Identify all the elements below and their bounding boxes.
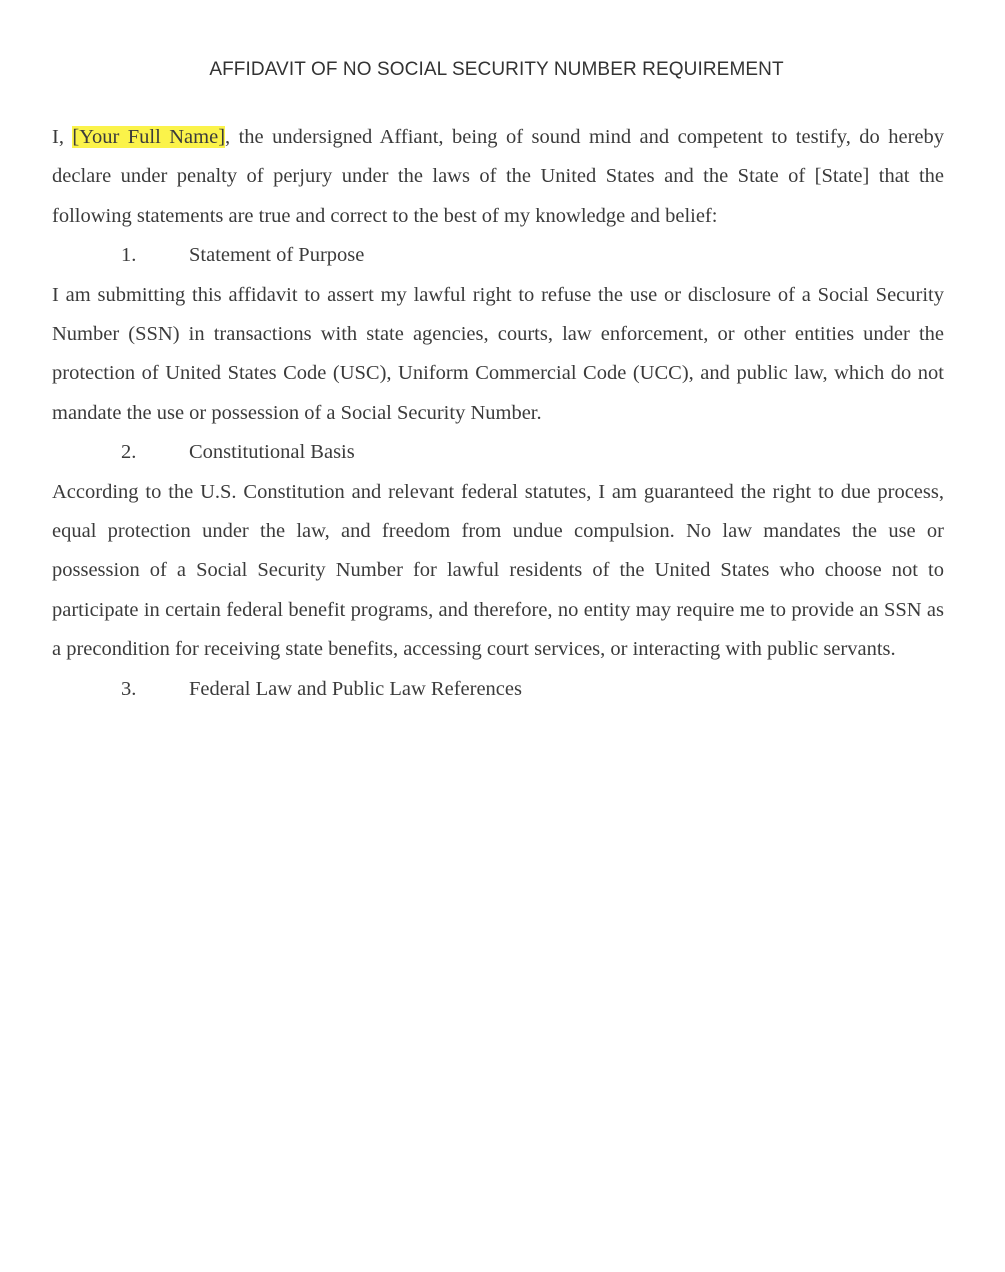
section-heading-text: Statement of Purpose — [189, 244, 365, 267]
intro-prefix: I, — [52, 126, 73, 148]
section-paragraph-2: According to the U.S. Constitution and relevant federal statutes, I am guaranteed the right to due process, equal protection under the law, and freedom from undue compulsion. No law mandates the use or possession of a Social Security Number for lawful residents of the United States who choose not to participate in certain federal benefit programs, and therefore, no entity may require me to provide an SSN as a precondition for receiving state benefits, accessing court services, or interacting with public servants. — [52, 480, 944, 661]
section-heading-text: Constitutional Basis — [189, 441, 355, 464]
section-heading-text: Federal Law and Public Law References — [189, 677, 522, 700]
highlighted-name-placeholder: [Your Full Name] — [72, 126, 226, 148]
section-heading-1 — [52, 236, 944, 275]
section-heading-3 — [52, 670, 944, 709]
section-number: 1. — [121, 244, 137, 267]
document-title: AFFIDAVIT OF NO SOCIAL SECURITY NUMBER REQUIREMENT — [209, 59, 784, 80]
section-number: 2. — [121, 441, 137, 464]
section-paragraph-1: I am submitting this affidavit to assert my lawful right to refuse the use or disclosure of a Social Security Number (SSN) in transactions with state agencies, courts, law enforcement, or other entities under the protection of United States Code (USC), Uniform Commercial Code (UCC), and public law, which do not mandate the use or possession of a Social Security Number. — [52, 283, 944, 424]
section-heading-2 — [52, 433, 944, 472]
document-body — [52, 118, 944, 709]
intro-text: , the undersigned Affiant, being of sound mind and competent to testify, do hereby declare under penalty of perjury under the laws of the United States and the State of [State] that the following statements are true and correct to the best of my knowledge and belief: — [52, 126, 944, 227]
section-number: 3. — [121, 677, 137, 700]
intro-paragraph — [52, 118, 944, 236]
